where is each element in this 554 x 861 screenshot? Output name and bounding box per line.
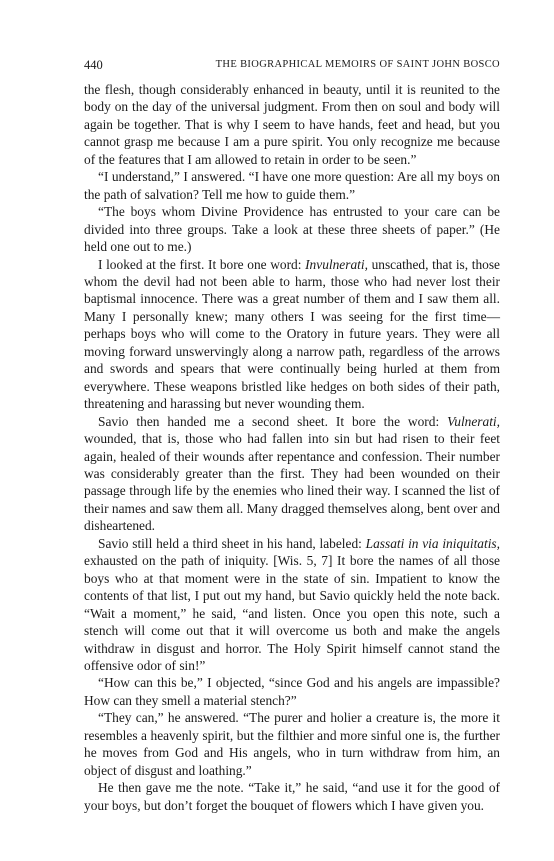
text-run: unscathed, that is, those whom the devil had not been able to harm, those who had never lost their baptismal innocence. There was a great number of them and I saw them all. Many I personally knew; many others I was seeing for the first time—perhaps boys who will come to the Oratory in future years. They were all moving forward unswervingly along a narrow path, regardless of the arrows and swords and spears that were continually being hurled at them from everywhere. These weapons bristled like hedges on both sides of their path, threatening and harassing but never wounding them.: [84, 256, 500, 412]
paragraph: [84, 709, 500, 779]
page-number: 440: [84, 58, 103, 72]
body-text: [84, 81, 500, 814]
page-header: [84, 57, 500, 73]
paragraph: [84, 256, 500, 413]
text-run: exhausted on the path of iniquity. [Wis. 5, 7] It bore the names of all those boys who at that moment were in the state of sin. Impatient to know the contents of that list, I put out my hand, but Savio quickly held the note back. “Wait a moment,” he said, “and listen. Once you open this note, such a stench will come out that it will overcome us both and make the angels withdraw in disgust and horror. The Holy Spirit himself cannot stand the offensive odor of sin!”: [84, 553, 500, 673]
text-run: I looked at the first. It bore one word:: [98, 256, 306, 272]
paragraph: [84, 674, 500, 709]
paragraph: [84, 81, 500, 168]
paragraph: [84, 168, 500, 203]
italic-term: Lassati in via iniquitatis,: [365, 535, 500, 551]
text-run: Savio still held a third sheet in his hand, labeled:: [98, 535, 366, 551]
paragraph: [84, 413, 500, 535]
italic-term: Vulnerati,: [447, 413, 500, 429]
text-run: “How can this be,” I objected, “since God and his angels are impassible? How can they smell a material stench?”: [84, 675, 500, 708]
text-run: “They can,” he answered. “The purer and holier a creature is, the more it resembles a heavenly spirit, but the filthier and more sinful one is, the further he moves from God and His angels, who in turn withdraw from him, an object of disgust and loathing.”: [84, 710, 500, 778]
paragraph: [84, 535, 500, 675]
text-run: Savio then handed me a second sheet. It bore the word:: [98, 413, 448, 429]
text-run: the flesh, though considerably enhanced in beauty, until it is reunited to the body on the day of the universal judgment. From then on soul and body will again be together. That is why I seem to have hands, feet and head, but you cannot grasp me because I am a pure spirit. You only recognize me because of the features that I am allowed to retain in order to be seen.”: [84, 82, 500, 167]
paragraph: [84, 779, 500, 814]
italic-term: Invulnerati,: [305, 256, 368, 272]
text-run: He then gave me the note. “Take it,” he said, “and use it for the good of your boys, but don’t forget the bouquet of flowers which I have given you.: [84, 780, 500, 813]
text-run: wounded, that is, those who had fallen into sin but had risen to their feet again, healed of their wounds after repentance and confession. Their number was considerably greater than the first. They had been wounded on their passage through life by the enemies who lined their way. I scanned the list of their names and saw them all. Many dragged themselves along, bent over and disheartened.: [84, 431, 500, 534]
text-run: “I understand,” I answered. “I have one more question: Are all my boys on the path of salvation? Tell me how to guide them.”: [84, 169, 500, 202]
text-run: “The boys whom Divine Providence has entrusted to your care can be divided into three groups. Take a look at these three sheets of paper.” (He held one out to me.): [84, 204, 500, 255]
running-head: THE BIOGRAPHICAL MEMOIRS OF SAINT JOHN BOSCO: [215, 59, 500, 70]
paragraph: [84, 203, 500, 255]
